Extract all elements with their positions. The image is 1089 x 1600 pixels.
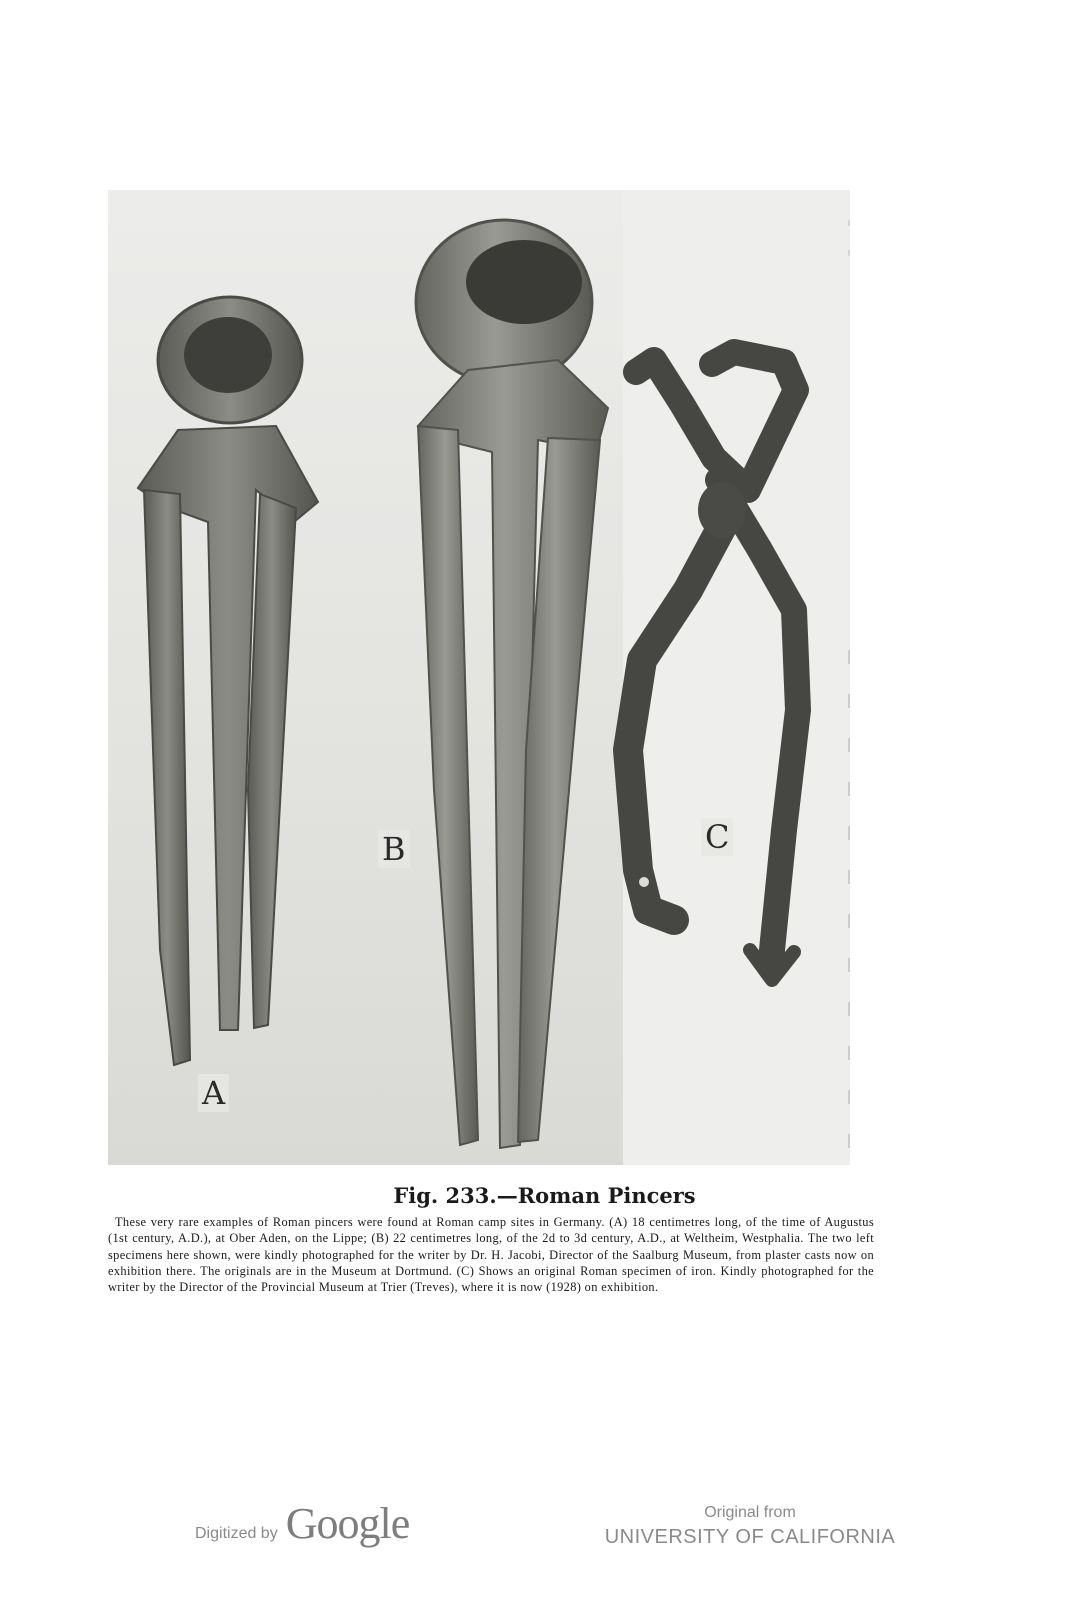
figure-caption: These very rare examples of Roman pincers were found at Roman camp sites in Germany. (A) 18 centimetres long, of the time of Augustus (1st century, A.D.), at Ober Aden, on the Lippe; (B) 22 centimetres long, of the 2d to 3d century, A.D., at Weltheim, Westphalia. The two left specimens here shown, were kindly photographed for the writer by Dr. H. Jacobi, Director of the Saalburg Museum, from plaster casts now on exhibition there. The originals are in the Museum at Dortmund. (C) Shows an original Roman specimen of iron. Kindly photographed for the writer by the Director of the Provincial Museum at Trier (Treves), where it is now (1928) on exhibition. <box>108 1215 874 1295</box>
original-from-block <box>595 1503 905 1551</box>
digitized-by-text: Digitized by <box>195 1525 278 1542</box>
original-from-text: Original from <box>704 1504 796 1521</box>
label-a: A <box>198 1074 229 1112</box>
pincers-c <box>628 352 798 980</box>
pincers-b <box>416 220 608 1148</box>
university-name: UNIVERSITY OF CALIFORNIA <box>604 1526 896 1548</box>
figure-title: Fig. 233.—Roman Pincers <box>393 1183 696 1208</box>
google-logo: Google <box>285 1499 410 1548</box>
pincers-a <box>138 297 318 1065</box>
pincers-illustration <box>108 190 850 1165</box>
photo-plate <box>108 190 850 1165</box>
plate-edge-marks <box>846 200 852 1165</box>
label-c: C <box>701 818 733 856</box>
digitized-by-block <box>195 1498 409 1558</box>
label-b: B <box>378 830 410 868</box>
